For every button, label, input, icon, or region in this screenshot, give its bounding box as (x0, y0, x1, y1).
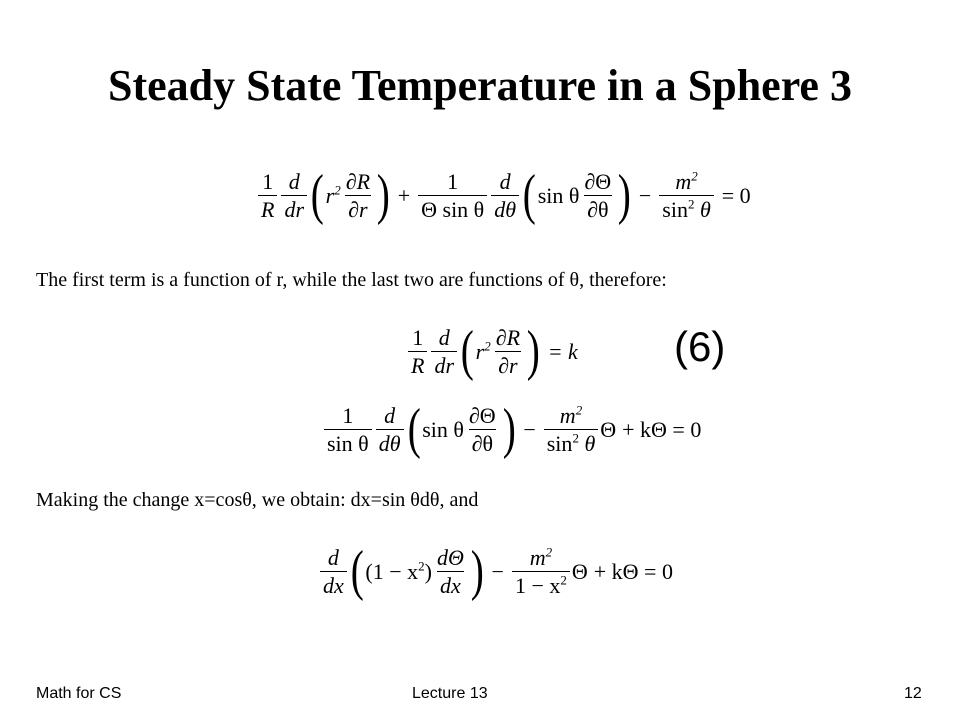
right-paren: ) (617, 164, 632, 227)
equals-k: = k (547, 338, 578, 364)
frac-dTheta-dtheta: $\frac{\partial\Theta}{\partial\theta}$ (468, 403, 496, 457)
equation-1 (256, 164, 757, 227)
left-paren: ( (522, 164, 536, 227)
r-squared: $r^2$ (325, 182, 341, 208)
frac-d-dtheta: $\frac{d}{d\theta}$ (376, 404, 404, 455)
one-minus-x-squared: $(1 - x^2)$ (365, 558, 432, 584)
left-paren: ( (460, 320, 474, 383)
frac-m2-sin2: $\frac{m^2}{\sin^2 \theta}$ (544, 404, 599, 455)
frac-1-over-R: $\frac{1}{R}$ (258, 170, 277, 221)
frac-1-over-R: $\frac{1}{R}$ (408, 326, 427, 377)
frac-dR-dr: $\frac{\partial R}{\partial r}$ (345, 169, 371, 223)
right-paren: ) (526, 320, 540, 383)
minus-sign: − (491, 558, 504, 584)
frac-1-over-sin: $\frac{1}{\text{sin θ}}$ (324, 404, 372, 455)
frac-d-dr: $\frac{d}{dr}$ (431, 326, 457, 377)
r-squared: $r^2$ (475, 338, 491, 364)
frac-dTheta-dx: $\frac{d\Theta}{dx}$ (436, 545, 464, 599)
frac-m2-1-minus-x2: $\frac{m^2}{1 - x^2}$ (512, 546, 570, 597)
sin-theta: sin θ (537, 182, 580, 208)
right-paren: ) (502, 398, 516, 461)
frac-1-over-theta-sin: $\frac{1}{\text{Θ sin θ}}$ (418, 170, 487, 221)
equals-zero: = 0 (721, 182, 751, 208)
theta-capital: Θ (571, 558, 588, 584)
frac-m2-sin2: $\frac{m^2}{\sin^2 \theta}$ (659, 170, 714, 221)
minus-sign: − (638, 182, 652, 208)
frac-dTheta-dtheta: $\frac{\partial\Theta}{\partial\theta}$ (584, 169, 612, 223)
text-line-2: Making the change x=cosθ, we obtain: dx=sin θdθ, and (36, 489, 479, 511)
equation-4 (318, 540, 679, 603)
left-paren: ( (407, 398, 421, 461)
right-paren: ) (470, 540, 484, 603)
theta-capital: Θ (600, 416, 617, 442)
plus-k-theta-zero: + kΘ = 0 (593, 558, 673, 584)
frac-d-dtheta: $\frac{d}{d\theta}$ (491, 170, 519, 221)
sin-theta: sin θ (422, 416, 464, 442)
plus-k-theta-zero: + kΘ = 0 (622, 416, 702, 442)
equation-2 (406, 320, 584, 383)
equation-number: (6) (674, 323, 726, 370)
equation-3 (322, 398, 707, 461)
footer-left: Math for CS (36, 685, 122, 702)
plus-sign: + (397, 182, 411, 208)
right-paren: ) (376, 164, 390, 227)
footer-right: 12 (904, 685, 922, 702)
frac-d-dx: $\frac{d}{dx}$ (320, 546, 347, 597)
footer-center: Lecture 13 (412, 685, 488, 702)
left-paren: ( (350, 540, 364, 603)
slide-title: Steady State Temperature in a Sphere 3 (108, 61, 852, 110)
left-paren: ( (310, 164, 324, 227)
minus-sign: − (523, 416, 536, 442)
frac-dR-dr: $\frac{\partial R}{\partial r}$ (495, 325, 521, 379)
frac-d-dr: $\frac{d}{dr}$ (281, 170, 307, 221)
text-line-1: The first term is a function of r, while the last two are functions of θ, therefore: (36, 269, 667, 291)
